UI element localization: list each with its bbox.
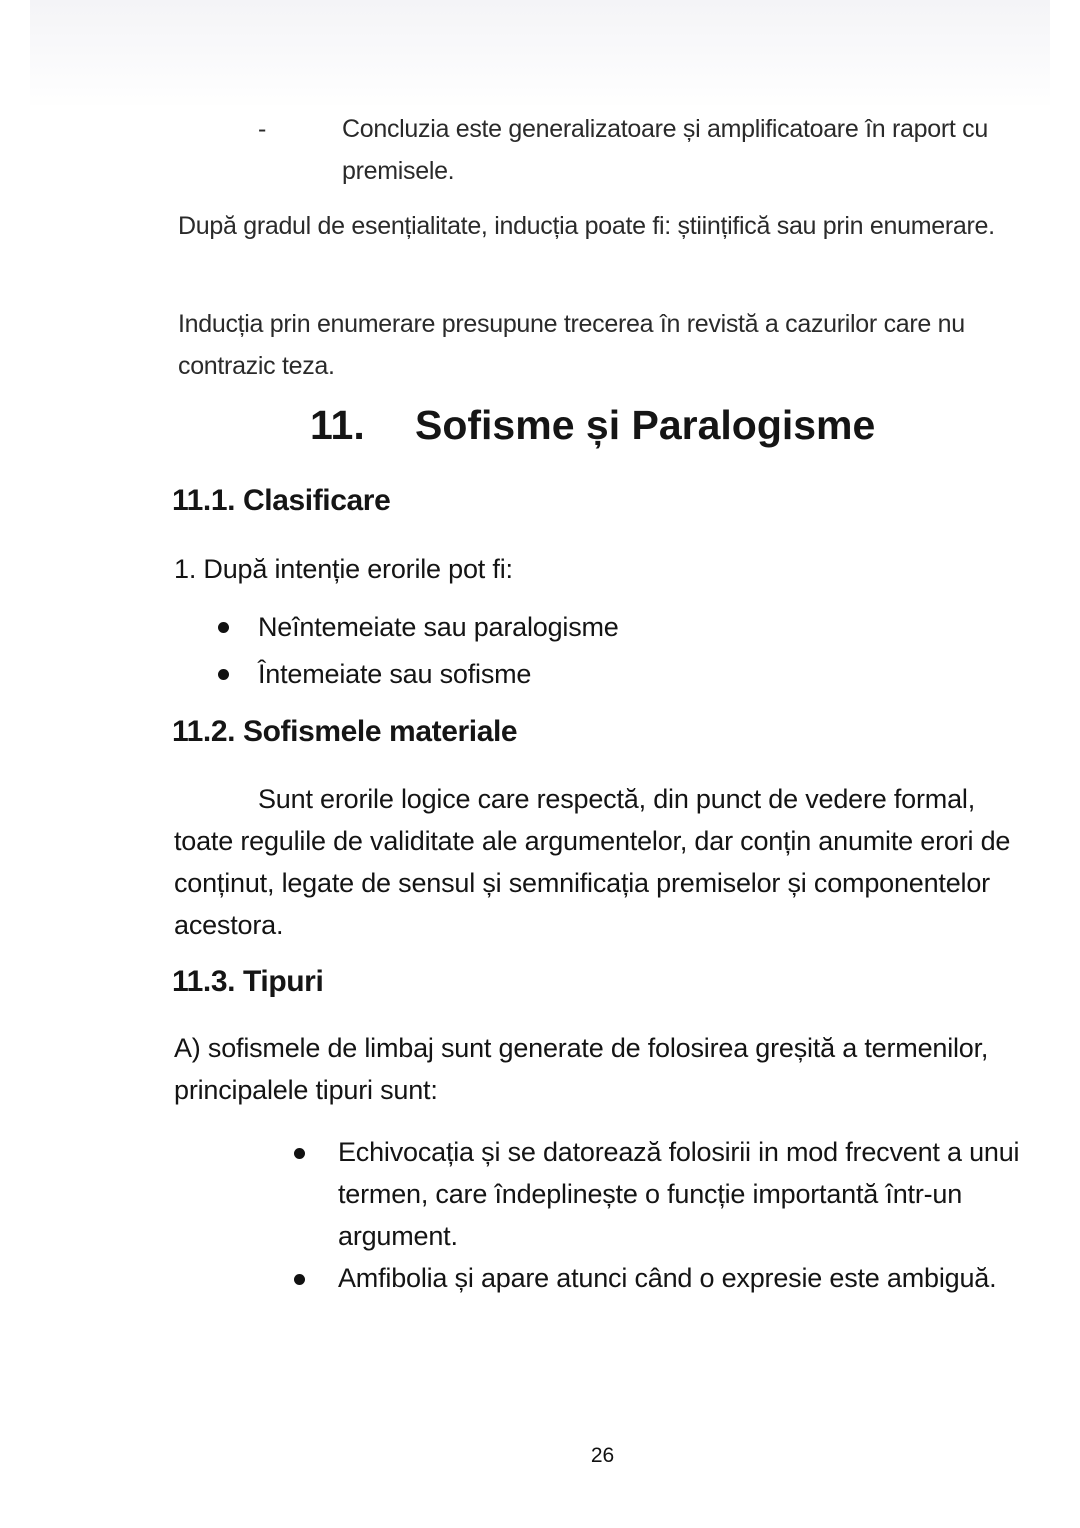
page-number: 26 [590,1444,615,1467]
list-item [218,606,918,653]
bullet-icon [294,1148,305,1159]
section-heading-types: 11.3. Tipuri [172,965,324,998]
classification-bullet-list [218,606,918,700]
list-item-text: Neîntemeiate sau paralogisme [258,612,619,642]
list-item [294,1257,1054,1299]
dash-marker: - [258,115,267,143]
chapter-title-text: Sofisme și Paralogisme [415,402,876,448]
dash-item-text: Concluzia este generalizatoare și amplificatoare în raport cu premisele. [342,115,988,185]
section-heading-material-sophisms: 11.2. Sofismele materiale [172,715,518,748]
paragraph-induction-types: După gradul de esențialitate, inducția poate fi: științifică sau prin enumerare. [178,212,995,240]
list-item-text: Amfibolia și apare atunci când o expresie este ambiguă. [338,1263,997,1293]
paragraph-material-sophisms-definition: Sunt erorile logice care respectă, din punct de vedere formal, toate regulile de validitate ale argumentelor, dar conțin anumite erori de conținut, legate de sensul și semnificația premiselor și componentelor acestora. [174,784,1011,940]
section-heading-classification: 11.1. Clasificare [172,484,391,517]
chapter-number: 11. [310,402,365,448]
numbered-item: 1. După intenție erorile pot fi: [174,554,513,584]
bullet-icon [294,1274,305,1285]
paragraph-language-sophisms: A) sofismele de limbaj sunt generate de folosirea greșită a termenilor, principalele tipuri sunt: [174,1033,989,1105]
bullet-icon [218,622,229,633]
paragraph-induction-enumeration: Inducția prin enumerare presupune trecerea în revistă a cazurilor care nu contrazic teza. [178,310,965,380]
list-item [218,653,918,700]
list-item-text: Întemeiate sau sofisme [258,659,532,689]
scan-bleed-through [30,0,1050,105]
types-bullet-list [294,1131,1054,1299]
list-item-text: Echivocația și se datorează folosirii in mod frecvent a unui termen, care îndeplinește o funcție importantă într-un argument. [338,1137,1020,1251]
list-item [294,1131,1054,1257]
bullet-icon [218,669,229,680]
